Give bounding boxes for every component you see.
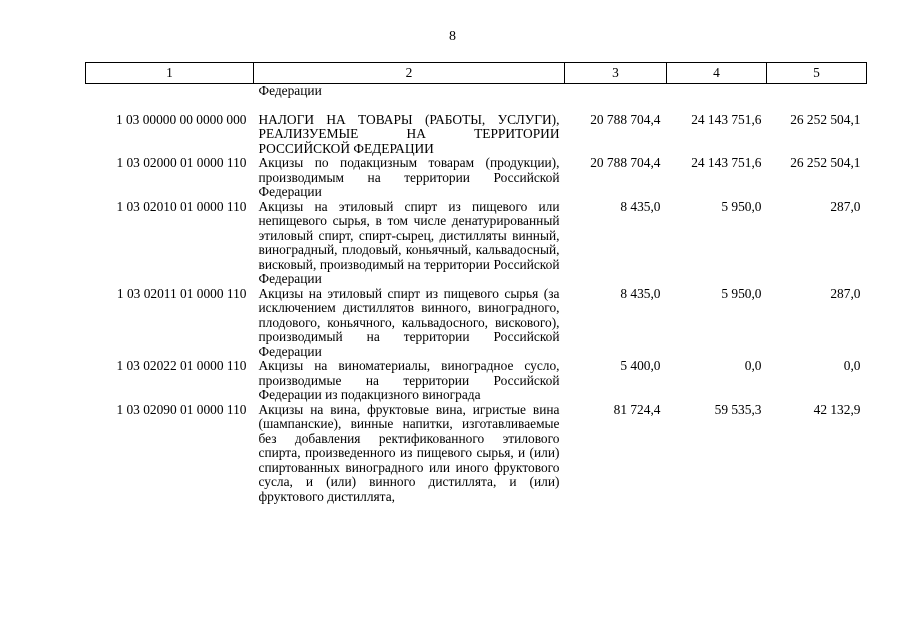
row-name: Акцизы на виноматериалы, виноградное сусло, производимые на территории Российской Федерации из подакцизного винограда (258, 358, 560, 402)
table-body (86, 84, 867, 505)
row-value-2: 24 143 751,6 (691, 155, 762, 170)
continuation-text: Федерации (258, 83, 322, 98)
row-value-2: 5 950,0 (721, 285, 762, 301)
row-value-3: 26 252 504,1 (790, 155, 861, 170)
row-value-1: 8 435,0 (620, 198, 661, 214)
header-col-1: 1 (86, 63, 254, 84)
budget-table (85, 62, 867, 504)
table-row (86, 200, 867, 287)
header-col-3: 3 (565, 63, 667, 84)
row-value-3: 0,0 (843, 358, 861, 373)
header-row (86, 63, 867, 84)
row-value-3: 26 252 504,1 (790, 111, 861, 127)
table-row (86, 287, 867, 360)
row-value-3: 287,0 (830, 198, 861, 214)
header-col-5: 5 (767, 63, 867, 84)
row-value-1: 81 724,4 (613, 401, 661, 417)
row-code: 1 03 02090 01 0000 110 (116, 401, 247, 417)
row-code: 1 03 00000 00 0000 000 (115, 111, 247, 127)
table-row (86, 403, 867, 505)
row-value-1: 5 400,0 (620, 358, 661, 373)
row-value-2: 5 950,0 (721, 198, 762, 214)
row-name: Акцизы по подакцизным товарам (продукции), производимым на территории Российской Федерации (258, 155, 560, 199)
row-value-1: 8 435,0 (620, 285, 661, 301)
row-value-2: 59 535,3 (714, 401, 762, 417)
row-value-1: 20 788 704,4 (590, 155, 661, 170)
table-header (86, 63, 867, 84)
row-name: НАЛОГИ НА ТОВАРЫ (РАБОТЫ, УСЛУГИ), РЕАЛИЗУЕМЫЕ НА ТЕРРИТОРИИ РОССИЙСКОЙ ФЕДЕРАЦИИ (258, 111, 560, 156)
continuation-row (86, 84, 867, 99)
row-value-2: 24 143 751,6 (691, 111, 762, 127)
row-name: Акцизы на этиловый спирт из пищевого или непищевого сырья, в том числе денатурированный этиловый спирт, спирт-сырец, дистилляты винный, виноградный, плодовый, коньячный, кальвадосный, висковый, производимый на территории Российской Федерации (258, 198, 560, 286)
table-row (86, 156, 867, 200)
row-name: Акцизы на вина, фруктовые вина, игристые вина (шампанские), винные напитки, изготавливаемые без добавления ректификованного этилового спирта, произведенного из пищевого сырья, и (или) спиртованных виноградного или иного фруктового сусла, и (или) винного дистиллята, и (или) фруктового дистиллята, (258, 401, 560, 504)
row-name: Акцизы на этиловый спирт из пищевого сырья (за исключением дистиллятов винного, виноградного, плодового, коньячного, кальвадосного, вискового), производимый на территории Российской Федерации (258, 285, 560, 359)
row-value-2: 0,0 (744, 358, 762, 373)
page-number: 8 (449, 29, 456, 44)
table-row (86, 359, 867, 403)
table-row (86, 99, 867, 157)
row-value-1: 20 788 704,4 (590, 111, 661, 127)
row-code: 1 03 02010 01 0000 110 (116, 198, 247, 214)
row-code: 1 03 02022 01 0000 110 (116, 358, 247, 373)
row-code: 1 03 02000 01 0000 110 (116, 155, 247, 170)
row-value-3: 42 132,9 (813, 401, 861, 417)
header-col-2: 2 (254, 63, 565, 84)
header-col-4: 4 (667, 63, 767, 84)
row-value-3: 287,0 (830, 285, 861, 301)
row-code: 1 03 02011 01 0000 110 (116, 285, 247, 301)
